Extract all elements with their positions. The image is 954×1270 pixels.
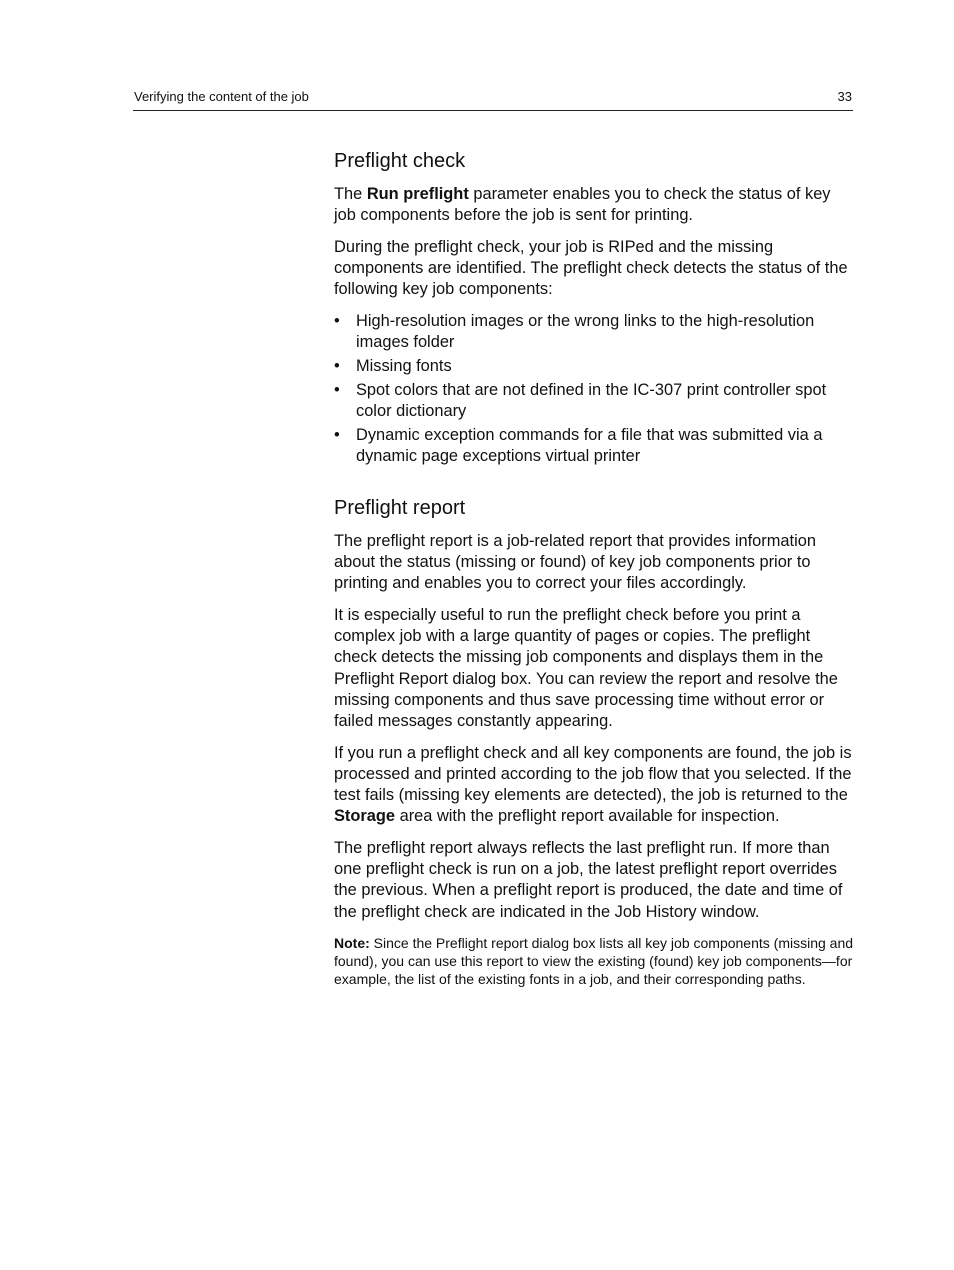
intro-text-start: The [334, 185, 367, 203]
preflight-report-paragraph-1: The preflight report is a job-related report that provides information about the status (missing or found) of key job components prior to printing and enables you to correct your files accordingly. [334, 531, 816, 593]
paragraph-3-text-end: area with the preflight report available for inspection. [395, 807, 780, 826]
list-item-text: Dynamic exception commands for a file that was submitted via a dynamic page exceptions virtual printer [356, 425, 823, 465]
header-section-name: Verifying the content of the job [134, 89, 309, 104]
preflight-report-paragraph-4: The preflight report always reflects the last preflight run. If more than one preflight check is run on a job, the latest preflight report overrides the previous. When a preflight report is produced, the date and time of the preflight check are indicated in the Job History window. [334, 839, 843, 921]
preflight-check-heading: Preflight check [334, 150, 466, 172]
preflight-check-description: During the preflight check, your job is RIPed and the missing components are identified. The preflight check detects the status of the following key job components: [334, 237, 848, 299]
key-components-list [334, 311, 856, 467]
header-page-number: 33 [837, 89, 852, 104]
list-item [334, 311, 856, 353]
list-item-text: Spot colors that are not defined in the IC-307 print controller spot color dictionary [356, 380, 827, 420]
paragraph-3-text-start: If you run a preflight check and all key components are found, the job is processed and printed according to the job flow that you selected. If the test fails (missing key elements are detected), the job is returned to the [334, 743, 852, 805]
list-item [334, 356, 856, 377]
list-item-text: High-resolution images or the wrong links to the high-resolution images folder [356, 312, 815, 352]
note-label: Note: [334, 934, 370, 951]
run-preflight-term: Run preflight [366, 185, 469, 203]
bullet-marker: • [334, 425, 340, 444]
page-content [334, 148, 856, 999]
list-item [334, 380, 856, 422]
bullet-marker: • [334, 356, 340, 375]
preflight-report-heading: Preflight report [334, 496, 466, 519]
note-text: Since the Preflight report dialog box lists all key job components (missing and found), you can use this report to view the existing (found) key job components—for example, the list of the existing fonts in a job, and their corresponding paths. [334, 934, 854, 988]
storage-term: Storage [334, 807, 396, 826]
page-header [133, 88, 853, 111]
note-paragraph [334, 934, 856, 989]
list-item [334, 425, 856, 467]
preflight-report-paragraph-2: It is especially useful to run the preflight check before you print a complex job with a large quantity of pages or copies. The preflight check detects the missing job components and displays them in the Preflight Report dialog box. You can review the report and resolve the missing components and thus save processing time without error or failed messages constantly appearing. [334, 606, 838, 731]
bullet-marker: • [334, 380, 340, 399]
list-item-text: Missing fonts [356, 356, 452, 375]
preflight-report-paragraph-3 [334, 743, 856, 828]
preflight-check-intro [334, 184, 856, 226]
intro-text-end: parameter enables you to check the status of key job components before the job is sent for printing. [334, 185, 831, 225]
bullet-marker: • [334, 312, 340, 331]
